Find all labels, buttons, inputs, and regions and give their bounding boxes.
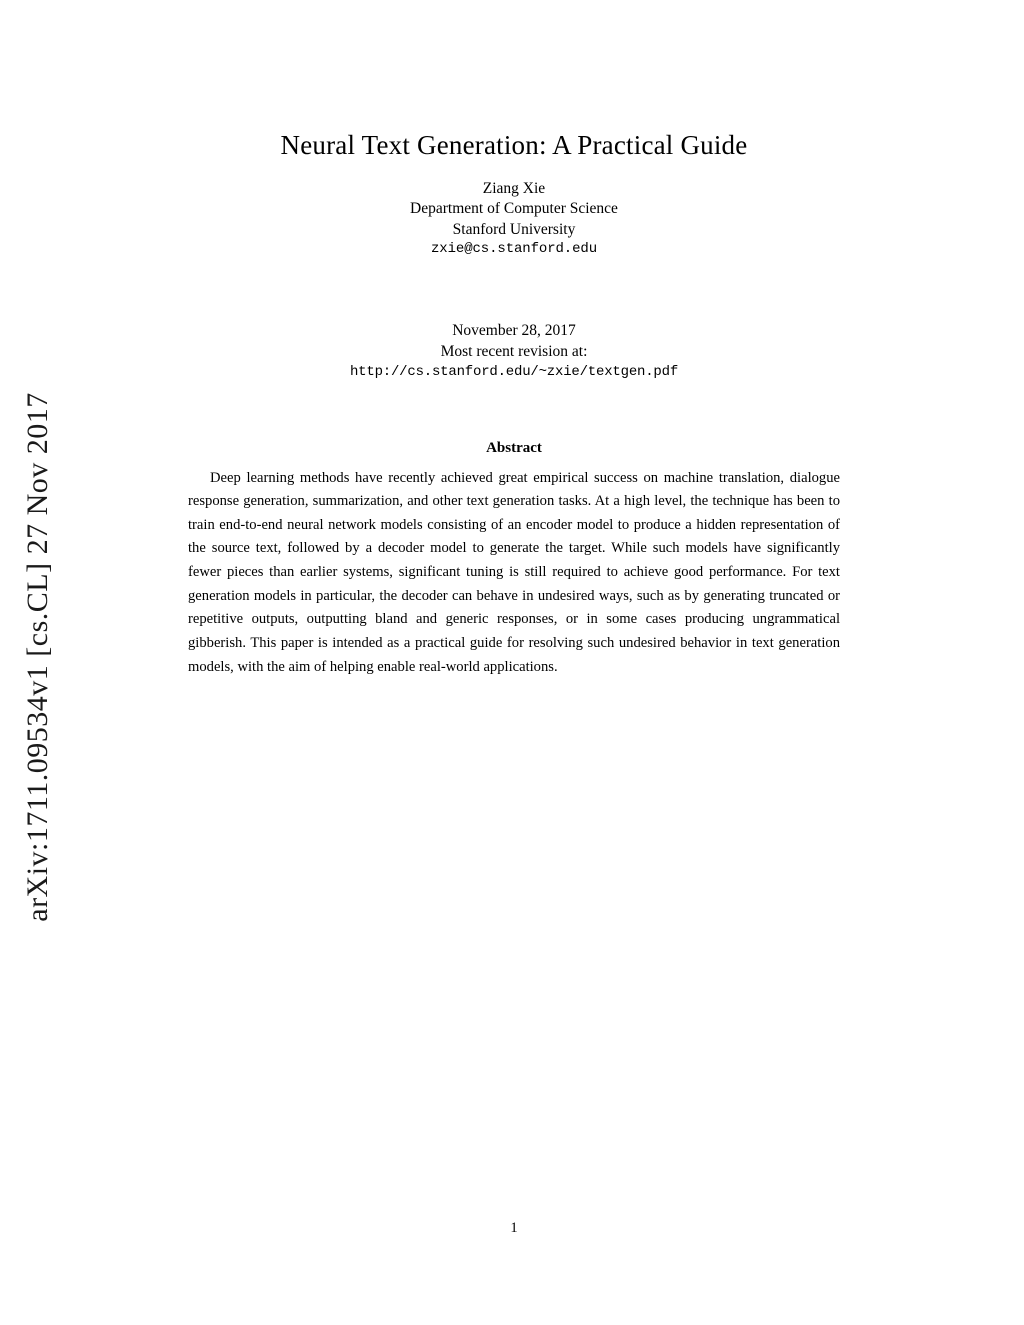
- page-number: 1: [510, 1220, 518, 1236]
- page-title: Neural Text Generation: A Practical Guide: [280, 130, 748, 160]
- author-email: zxie@cs.stanford.edu: [430, 241, 598, 258]
- author-block: [188, 179, 840, 259]
- date-block: [188, 321, 840, 382]
- arxiv-identifier-stamp: arXiv:1711.09534v1 [cs.CL] 27 Nov 2017: [21, 392, 54, 922]
- abstract-body: Deep learning methods have recently achieved great empirical success on machine translation, dialogue response generation, summarization, and other text generation tasks. At a high level, the technique has been to train end-to-end neural network models consisting of an encoder model to produce a hidden representation of the source text, followed by a decoder model to generate the target. While such models have significantly fewer pieces than earlier systems, significant tuning is still required to achieve good performance. For text generation models in particular, the decoder can behave in undesired ways, such as by generating truncated or repetitive outputs, outputting bland and generic responses, or in some cases producing ungrammatical gibberish. This paper is intended as a practical guide for resolving such undesired behavior in text generation models, with the aim of helping enable real-world applications.: [188, 469, 840, 675]
- revision-url-link[interactable]: http://cs.stanford.edu/~zxie/textgen.pdf: [349, 363, 679, 380]
- revision-label: Most recent revision at:: [440, 342, 588, 360]
- author-department: Department of Computer Science: [410, 200, 618, 218]
- author-name: Ziang Xie: [482, 180, 546, 197]
- paper-content: [188, 130, 840, 1236]
- author-institution: Stanford University: [452, 220, 576, 238]
- abstract-heading: Abstract: [486, 439, 542, 456]
- publication-date: November 28, 2017: [452, 321, 576, 339]
